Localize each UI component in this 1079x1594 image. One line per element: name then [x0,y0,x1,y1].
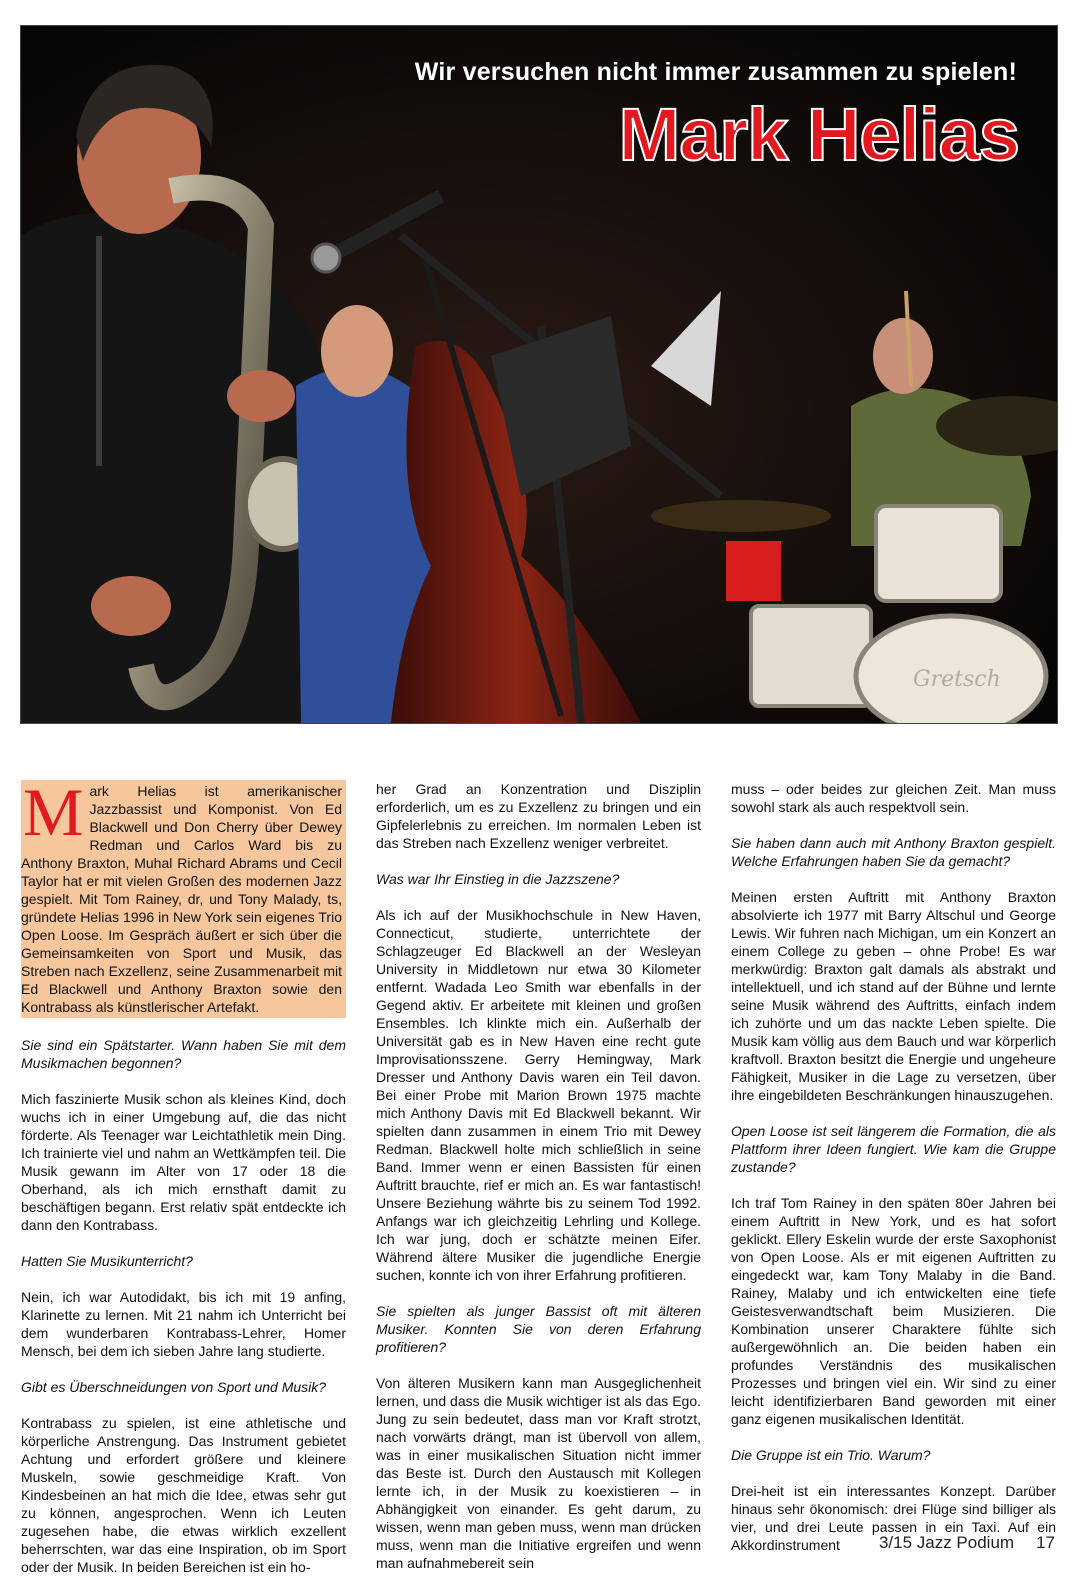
cymbal [651,500,831,532]
question: Open Loose ist seit längerem die Formation, die als Plattform ihrer Ideen fungiert. Wie kam die Gruppe zustande? [731,1123,1056,1175]
answer: muss – oder beides zur gleichen Zeit. Man muss sowohl stark als auch respektvoll sein. [731,781,1056,815]
page-footer [879,1533,1055,1553]
answer: Meinen ersten Auftritt mit Anthony Braxton absolvierte ich 1977 mit Barry Altschul und George Lewis. Wir fuhren nach Michigan, um ein Konzert an einem College zu geben – ohne Probe! Es war merkwürdig: Braxton galt damals als abstrakt und intellektuell, und ich stand auf der Bühne und lernte seine Musik während des Auftritts, einfach indem ich zuhörte und um das nackte Leben spielte. Die Musik kam völlig aus dem Bauch und war körperlich kraftvoll. Braxton besitzt die Energie und ungeheure Fähigkeit, Musiker in die Lage zu versetzen, über ihre eingebildeten Beschränkungen hinauszugehen. [731,889,1056,1103]
drop-cap: M [23,774,84,850]
column-2 [376,780,701,1590]
answer: Drei-heit ist ein interessantes Konzept. Darüber hinaus sehr ökonomisch: drei Flüge sind billiger als vier, und drei Leute passen in ein Taxi. Auf ein Akkordinstrument [731,1483,1056,1553]
answer: Mich faszinierte Musik schon als kleines Kind, doch wuchs ich in einer Umgebung auf, die das nicht förderte. Als Teenager war Leichtathletik mein Ding. Ich trainierte viel und nahm an Wettkämpfen teil. Die Musik gewann im Alter von 17 oder 18 die Oberhand, als ich mich ernsthaft damit zu beschäftigen begann. Erst relativ spät entdeckte ich dann den Kontrabass. [21,1091,346,1233]
article-title: Mark Helias [618,93,1019,176]
question: Sie sind ein Spätstarter. Wann haben Sie mit dem Musikmachen begonnen? [21,1037,346,1071]
header-kicker: Wir versuchen nicht immer zusammen zu spielen! [414,58,1017,86]
question: Was war Ihr Einstieg in die Jazzszene? [376,871,620,887]
hand [91,576,171,636]
red-bag [726,541,781,601]
column-1 [21,774,346,1594]
answer: Ich traf Tom Rainey in den späten 80er Jahren bei einem Auftritt in New York, und es hat sofort geklickt. Ellery Eskelin wurde der erste Saxophonist von Open Loose. Als er mit eigenen Auftritten zu eingedeckt war, kam Tony Malaby in die Band. Rainey, Malaby und ich entwickelten eine tiefe Geistesverwandtschaft beim Musizieren. Die Kombination unserer Charaktere fühlte sich außergewöhnlich an. Die beiden haben ein profundes Verständnis des musikalischen Prozesses und bringen viel ein. Wir sind zu einer leicht identifizierbaren Band geworden mit einer ganz eigenen musikalischen Identität. [731,1195,1056,1427]
question: Sie haben dann auch mit Anthony Braxton gespielt. Welche Erfahrungen haben Sie da gemacht? [731,835,1056,869]
intro-text: ark Helias ist amerikanischer Jazzbassist und Komponist. Von Ed Blackwell und Don Cherry über Dewey Redman und Carlos Ward bis zu Anthony Braxton, Muhal Richard Abrams und Cecil Taylor hat er mit vielen Großen des modernen Jazz gespielt. Mit Tom Rainey, dr, und Tony Malady, ts, gründete Helias 1996 in New York sein eigenes Trio Open Loose. Im Gespräch äußert er sich über die Gemeinsamkeiten von Sport und Musik, das Streben nach Exzellenz, seine Zusammenarbeit mit Ed Blackwell und Anthony Braxton sowie den Kontrabass als künstlerischer Artefakt. [21,783,342,1015]
question: Sie spielten als junger Bassist oft mit älteren Musiker. Konnten Sie von deren Erfahrung profitieren? [376,1303,701,1355]
question: Gibt es Überschneidungen von Sport und Musik? [21,1379,327,1395]
answer: Nein, ich war Autodidakt, bis ich mit 19 anfing, Klarinette zu lernen. Mit 21 nahm ich Unterricht bei dem wunderbaren Kontrabass-Lehrer, Homer Mensch, bei dem ich sieben Jahre lang studierte. [21,1289,346,1359]
intro-box [21,774,346,1018]
answer: her Grad an Konzentration und Disziplin erforderlich, um es zu Exzellenz zu bringen und ein Gipfelerlebnis zu erreichen. Im normalen Leben ist das Streben nach Exzellenz weniger verbreitet. [376,781,701,851]
answer: Kontrabass zu spielen, ist eine athletische und körperliche Anstrengung. Das Instrument gebietet Achtung und erfordert größere und kleinere Muskeln, sowie geschmeidige Kraft. Von Kindesbeinen an hat mich die Idee, etwas sehr gut zu können, angesprochen. Wenn ich Leuten zugesehen habe, die etwas wirklich exzellent beherrschten, war das eine Inspiration, ob im Sport oder der Musik. In beiden Bereichen ist ein ho- [21,1415,346,1575]
answer: Von älteren Musikern kann man Ausgeglichenheit lernen, und dass die Musik wichtiger ist als das Ego. Jung zu sein bedeutet, dass man vor Kraft strotzt, nach vorwärts drängt, man ist übervoll von allem, was in einer musikalischen Situation nicht immer das Beste ist. Durch den Austausch mit Kollegen lernte ich, in der Musik zu koexistieren – in Abhängigkeit von einander. Es geht darum, zu wissen, wenn man geben muss, wenn man drücken muss, wenn man die Initiative ergreifen und wenn man aufnahmebereit sein [376,1375,701,1571]
tom-drum [751,606,871,706]
drum-brand-logo: Gretsch [913,667,1001,692]
question: Hatten Sie Musikunterricht? [21,1253,193,1269]
question: Die Gruppe ist ein Trio. Warum? [731,1447,931,1463]
column-3 [731,780,1056,1572]
cover-photo [20,25,1058,724]
tom-drum [876,506,1001,601]
answer: Als ich auf der Musikhochschule in New Haven, Connecticut, studierte, unterrichtete der Schlagzeuger Ed Blackwell an der Wesleyan University in Middletown nur etwa 30 Kilometer entfernt. Wadada Leo Smith war ebenfalls in der Gegend aktiv. Er arbeitete mit kleinen und großen Ensembles. Ich klinkte mich ein. Außerhalb der Universität gab es in New Haven eine recht gute Improvisationsszene. Gerry Hemingway, Mark Dresser und Anthony Davis waren ein Teil davon. Bei einer Probe mit Marion Brown 1975 machte mich Anthony Davis mit Ed Blackwell bekannt. Wir spielten dann zusammen in einem Trio mit Dewey Redman. Blackwell holte mich schließlich in seine Band. Immer wenn er einen Bassisten für einen Auftritt brauchte, rief er mich an. Es war fantastisch! Unsere Beziehung währte bis zu seinem Tod 1992. Anfangs war ich gleichzeitig Lehrling und Kollege. Ich war jung, doch er schätzte meinen Eifer. Während ältere Musiker die jugendliche Energie suchen, konnte ich von ihrer Erfahrung profitieren. [376,907,701,1283]
issue-label: 3/15 Jazz Podium [878,1533,1015,1552]
hand [227,370,295,422]
page-number: 17 [1036,1533,1055,1552]
